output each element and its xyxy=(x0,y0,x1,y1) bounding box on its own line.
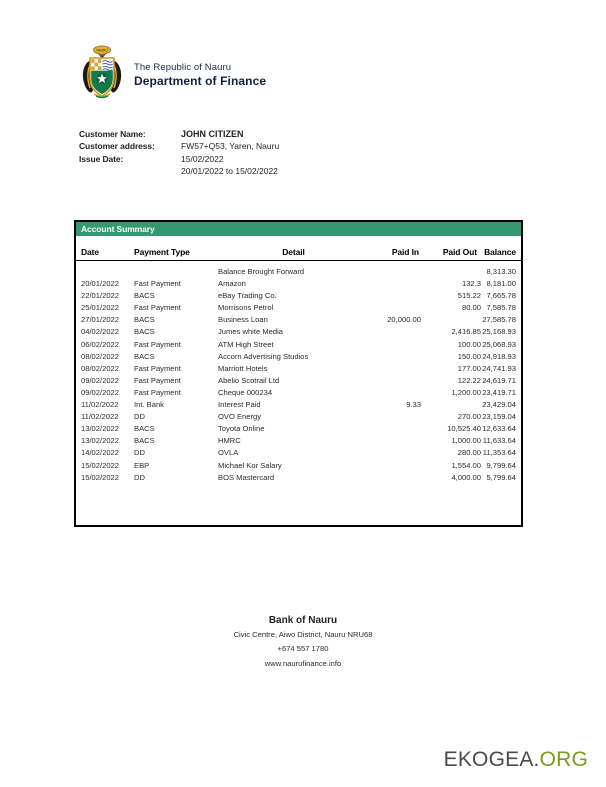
column-header-detail: Detail xyxy=(282,247,305,257)
cell-date: 22/01/2022 xyxy=(81,291,120,301)
column-header-payment-type: Payment Type xyxy=(134,247,190,257)
cell-paid-out: 80.00 xyxy=(461,303,481,313)
cell-paid-in xyxy=(355,375,421,387)
cell-paid-in xyxy=(355,435,421,447)
cell-paid-out: 100.00 xyxy=(457,339,481,349)
cell-detail: Balance Brought Forward xyxy=(218,267,305,276)
statement-period-value: 20/01/2022 to 15/02/2022 xyxy=(181,166,278,177)
cell-detail: Cheque 000234 xyxy=(218,387,273,397)
cell-paid-in xyxy=(355,290,421,302)
document-header xyxy=(78,44,266,102)
cell-detail: ATM High Street xyxy=(218,339,274,349)
cell-paid-in xyxy=(355,363,421,375)
cell-balance: 7,585.78 xyxy=(486,303,516,313)
cell-detail: BOS Mastercard xyxy=(218,472,275,482)
customer-name-row xyxy=(79,128,279,140)
cell-paid-out xyxy=(421,314,481,326)
column-header-paid-in: Paid In xyxy=(391,247,419,257)
cell-date: 06/02/2022 xyxy=(81,339,120,349)
cell-balance: 7,665.78 xyxy=(486,291,516,301)
cell-date: 08/02/2022 xyxy=(81,351,120,361)
cell-payment-type: Fast Payment xyxy=(134,279,181,289)
table-row xyxy=(76,351,521,363)
cell-payment-type: BACS xyxy=(134,291,155,301)
cell-date: 11/02/2022 xyxy=(81,400,119,410)
table-row xyxy=(76,472,521,484)
cell-balance: 24,741.93 xyxy=(482,363,516,373)
cell-payment-type: Fast Payment xyxy=(134,303,181,313)
customer-address-label: Customer address: xyxy=(79,141,155,152)
cell-paid-out: 515.22 xyxy=(457,291,481,301)
org-name-block xyxy=(134,57,266,89)
cell-paid-in: 9.33 xyxy=(406,400,421,410)
cell-paid-out: 1,000.00 xyxy=(451,436,481,446)
cell-paid-in xyxy=(355,351,421,363)
cell-payment-type: Fast Payment xyxy=(134,387,181,397)
column-header-date: Date xyxy=(81,247,100,257)
table-row xyxy=(76,435,521,447)
cell-paid-in xyxy=(355,326,421,338)
cell-detail: Business Loan xyxy=(218,315,268,325)
column-header-balance: Balance xyxy=(484,247,516,257)
cell-detail: Marriott Hotels xyxy=(218,363,268,373)
cell-paid-out: 2,416.85 xyxy=(451,327,481,337)
watermark-text-secondary: ORG xyxy=(539,748,588,771)
cell-paid-out: 1,200.00 xyxy=(451,387,481,397)
cell-date: 13/02/2022 xyxy=(81,424,120,434)
cell-detail: Jumes white Media xyxy=(218,327,283,337)
table-row xyxy=(76,399,521,411)
bank-phone: +674 557 1780 xyxy=(277,644,329,653)
bank-address: Civic Centre, Aiwo District, Nauru NRU68 xyxy=(233,630,373,639)
document-footer xyxy=(0,613,606,672)
cell-detail: Interest Paid xyxy=(218,400,261,410)
cell-payment-type: Fast Payment xyxy=(134,375,181,385)
customer-details xyxy=(79,128,279,178)
cell-payment-type: BACS xyxy=(134,351,155,361)
cell-paid-in xyxy=(355,387,421,399)
table-row xyxy=(76,411,521,423)
table-row xyxy=(76,278,521,290)
bank-name: Bank of Nauru xyxy=(268,615,338,626)
cell-paid-out: 132.3 xyxy=(461,279,481,289)
customer-name-label: Customer Name: xyxy=(79,129,146,139)
cell-balance: 24,918.93 xyxy=(482,351,516,361)
cell-paid-in xyxy=(355,423,421,435)
cell-date: 13/02/2022 xyxy=(81,436,120,446)
cell-paid-in xyxy=(355,460,421,472)
cell-paid-out: 1,554.00 xyxy=(451,460,481,470)
cell-balance: 11,633.64 xyxy=(482,436,516,446)
cell-paid-out: 280.00 xyxy=(457,448,481,458)
cell-balance: 23,419.71 xyxy=(482,387,516,397)
watermark-text-primary: EKOGEA. xyxy=(443,748,540,771)
cell-detail: HMRC xyxy=(218,436,241,446)
banner-spacer xyxy=(76,236,521,247)
table-row xyxy=(76,339,521,351)
svg-text:NAURU: NAURU xyxy=(96,48,108,53)
cell-paid-out xyxy=(421,399,481,411)
cell-payment-type: Fast Payment xyxy=(134,339,181,349)
cell-detail: Amazon xyxy=(218,279,246,289)
cell-balance: 24,619.71 xyxy=(482,375,516,385)
customer-address-value: FW57+Q53, Yaren, Nauru xyxy=(181,141,280,152)
table-row xyxy=(76,375,521,387)
cell-balance: 8,181.00 xyxy=(486,279,516,289)
cell-payment-type: DD xyxy=(134,448,145,458)
cell-payment-type: Fast Payment xyxy=(134,363,181,373)
table-row xyxy=(76,302,521,314)
cell-balance: 25,068.93 xyxy=(482,339,516,349)
table-row xyxy=(76,460,521,472)
cell-paid-in xyxy=(355,266,421,278)
cell-date: 11/02/2022 xyxy=(81,412,119,422)
column-header-paid-out: Paid Out xyxy=(442,247,477,257)
cell-date xyxy=(76,266,134,278)
cell-payment-type: DD xyxy=(134,472,145,482)
account-summary-table xyxy=(74,220,523,527)
table-body xyxy=(76,261,521,484)
cell-detail: Morrisons Petrol xyxy=(218,303,274,313)
cell-date: 15/02/2022 xyxy=(81,472,120,482)
cell-date: 08/02/2022 xyxy=(81,363,120,373)
issue-date-value: 15/02/2022 xyxy=(181,153,224,164)
cell-detail: Abelio Scotrail Ltd xyxy=(218,375,280,385)
table-row xyxy=(76,423,521,435)
cell-date: 14/02/2022 xyxy=(81,448,120,458)
cell-paid-out: 150.00 xyxy=(457,351,481,361)
table-row xyxy=(76,326,521,338)
cell-paid-out: 270.00 xyxy=(457,412,481,422)
cell-paid-in xyxy=(355,302,421,314)
cell-balance: 25,168.93 xyxy=(482,327,516,337)
cell-balance: 8,313.30 xyxy=(486,267,516,276)
cell-balance: 5,799.64 xyxy=(486,472,516,482)
cell-balance: 23,429.04 xyxy=(482,400,516,410)
table-row xyxy=(76,387,521,399)
cell-paid-in xyxy=(355,472,421,484)
account-summary-banner: Account Summary xyxy=(76,222,521,236)
nauru-coat-of-arms-icon xyxy=(78,44,126,102)
cell-balance: 9,799.64 xyxy=(486,460,516,470)
cell-payment-type: BACS xyxy=(134,327,155,337)
cell-detail: eBay Trading Co. xyxy=(218,291,277,301)
cell-paid-in xyxy=(355,339,421,351)
customer-address-row xyxy=(79,140,279,152)
issue-date-label: Issue Date: xyxy=(79,153,124,164)
cell-payment-type: BACS xyxy=(134,424,155,434)
cell-paid-in xyxy=(355,278,421,290)
cell-date: 04/02/2022 xyxy=(81,327,120,337)
issue-date-row xyxy=(79,153,279,165)
cell-detail: OVLA xyxy=(218,448,239,458)
org-name-bottom: Department of Finance xyxy=(134,74,267,88)
table-column-headers xyxy=(76,247,521,261)
table-row xyxy=(76,266,521,278)
cell-date: 15/02/2022 xyxy=(81,460,120,470)
cell-balance: 12,633.64 xyxy=(482,424,516,434)
cell-balance: 11,353.64 xyxy=(482,448,516,458)
customer-name-value: JOHN CITIZEN xyxy=(181,129,244,139)
cell-payment-type: EBP xyxy=(134,460,150,470)
cell-payment-type: DD xyxy=(134,412,145,422)
cell-paid-in xyxy=(355,447,421,459)
cell-date: 25/01/2022 xyxy=(81,303,120,313)
cell-date: 09/02/2022 xyxy=(81,387,120,397)
cell-paid-out: 10,525.40 xyxy=(447,424,481,434)
ekogea-watermark xyxy=(444,748,588,772)
cell-balance: 27,585.78 xyxy=(482,315,516,325)
cell-balance: 23,159.04 xyxy=(482,412,516,422)
cell-date: 20/01/2022 xyxy=(81,279,120,289)
table-row xyxy=(76,363,521,375)
cell-paid-in xyxy=(355,411,421,423)
cell-payment-type: BACS xyxy=(134,315,155,325)
cell-date: 27/01/2022 xyxy=(81,315,120,325)
cell-payment-type: BACS xyxy=(134,436,155,446)
table-row xyxy=(76,290,521,302)
cell-payment-type: Int. Bank xyxy=(134,400,164,410)
org-name-top: The Republic of Nauru xyxy=(134,62,232,73)
cell-date: 09/02/2022 xyxy=(81,375,120,385)
cell-payment-type xyxy=(134,266,218,278)
cell-detail: Michael Kor Salary xyxy=(218,460,282,470)
table-row xyxy=(76,314,521,326)
cell-detail: Accorn Advertising Studios xyxy=(218,351,309,361)
table-row xyxy=(76,447,521,459)
cell-paid-out: 4,000.00 xyxy=(451,472,481,482)
cell-paid-out: 177.00 xyxy=(457,363,481,373)
cell-detail: OVO Energy xyxy=(218,412,262,422)
cell-detail: Toyota Online xyxy=(218,424,265,434)
bank-website[interactable]: www.naurufinance.info xyxy=(264,659,342,668)
cell-paid-out: 122.22 xyxy=(457,375,481,385)
cell-paid-out xyxy=(421,266,481,278)
cell-paid-in: 20,000.00 xyxy=(387,315,421,325)
